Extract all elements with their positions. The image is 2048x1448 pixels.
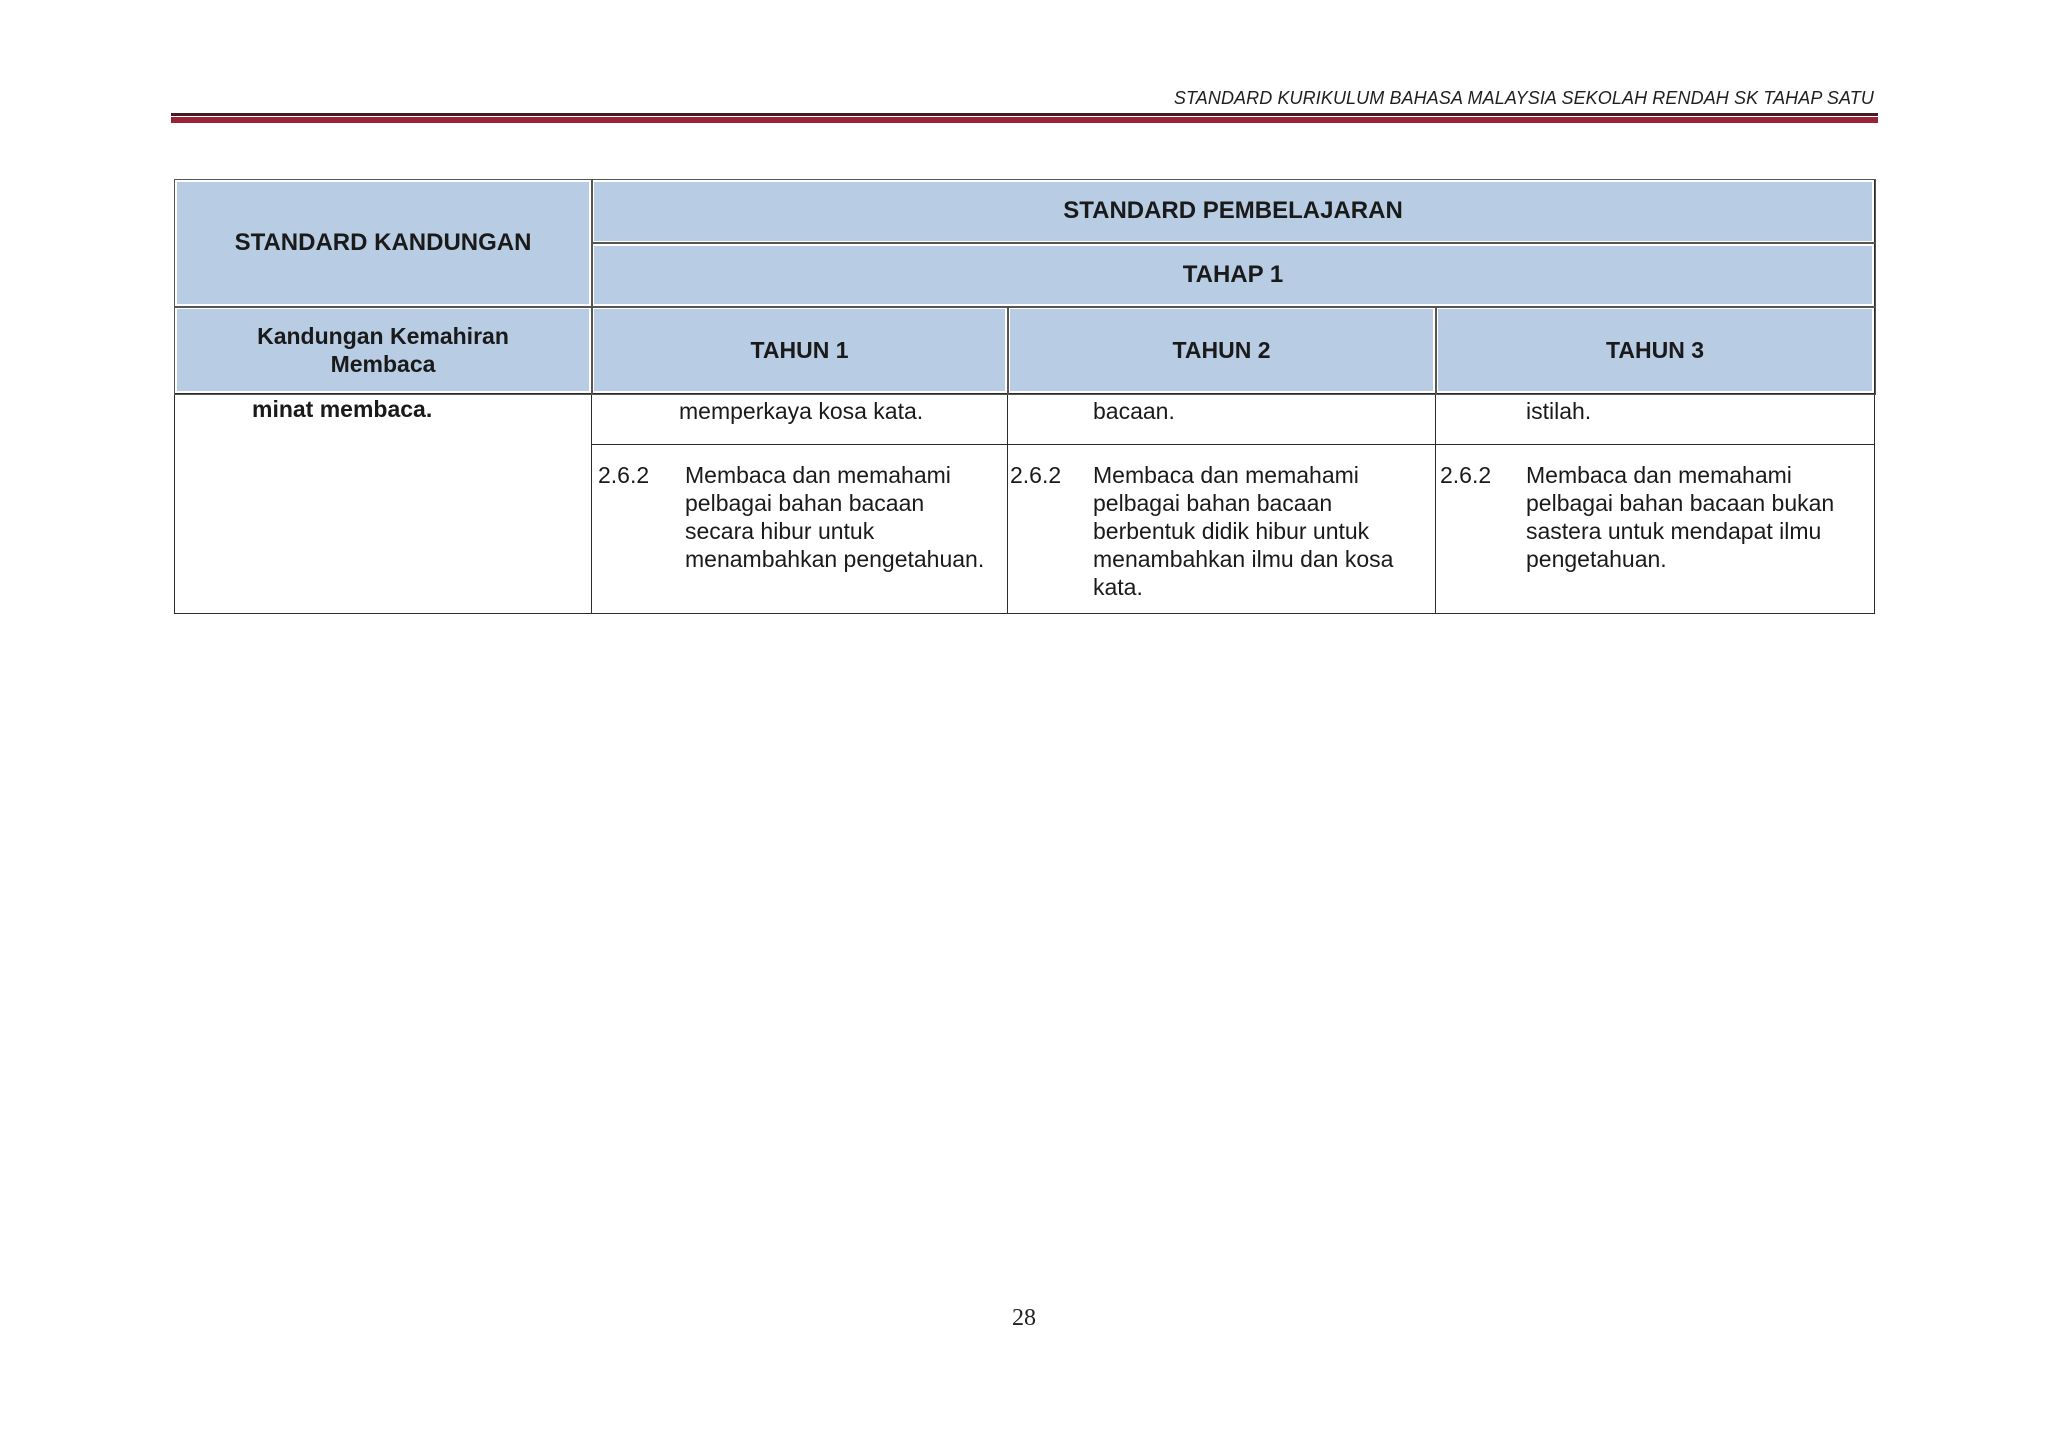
header-standard-pembelajaran: STANDARD PEMBELAJARAN [592,180,1875,244]
curriculum-table [174,179,1875,614]
tahun-2-item [1008,445,1435,613]
tahun-1-item-number: 2.6.2 [598,462,650,488]
tahun-1-item-text: Membaca dan memahami pelbagai bahan bacaan secara hibur untuk menambahkan pengetahuan. [685,462,985,572]
tahun-1-continuation-cell [592,394,1008,445]
kandungan-continuation: minat membaca. [252,396,433,422]
header-rule-red [171,117,1878,123]
tahun-3-continuation: istilah. [1526,398,1592,424]
header-kandungan-kemahiran [175,307,592,394]
tahun-3-item-cell [1436,445,1875,614]
header-tahap: TAHAP 1 [592,243,1875,307]
page-number: 28 [1012,1305,1036,1331]
header-tahun-3: TAHUN 3 [1436,307,1875,394]
tahun-1-item-cell [592,445,1008,614]
tahun-2-item-number: 2.6.2 [1010,462,1062,488]
tahun-2-continuation-cell [1008,394,1436,445]
running-header: STANDARD KURIKULUM BAHASA MALAYSIA SEKOLAH RENDAH SK TAHAP SATU [1173,88,1874,108]
tahun-3-item-text: Membaca dan memahami pelbagai bahan bacaan bukan sastera untuk mendapat ilmu pengetahuan. [1526,462,1835,572]
header-rule-dark [171,113,1878,116]
tahun-1-item [592,445,1007,585]
tahun-3-continuation-cell [1436,394,1875,445]
tahun-2-item-text: Membaca dan memahami pelbagai bahan bacaan berbentuk didik hibur untuk menambahkan ilmu dan kosa kata. [1093,462,1394,600]
tahun-1-continuation: memperkaya kosa kata. [679,398,924,424]
header-tahun-1: TAHUN 1 [592,307,1008,394]
kandungan-cell [175,394,592,614]
header-standard-kandungan: STANDARD KANDUNGAN [175,180,592,307]
tahun-3-item [1436,445,1874,585]
tahun-3-item-number: 2.6.2 [1440,462,1492,488]
tahun-2-item-cell [1008,445,1436,614]
tahun-2-continuation: bacaan. [1093,398,1175,424]
header-kandungan-kemahiran-label: Kandungan Kemahiran Membaca [257,323,509,377]
header-tahun-2: TAHUN 2 [1008,307,1436,394]
